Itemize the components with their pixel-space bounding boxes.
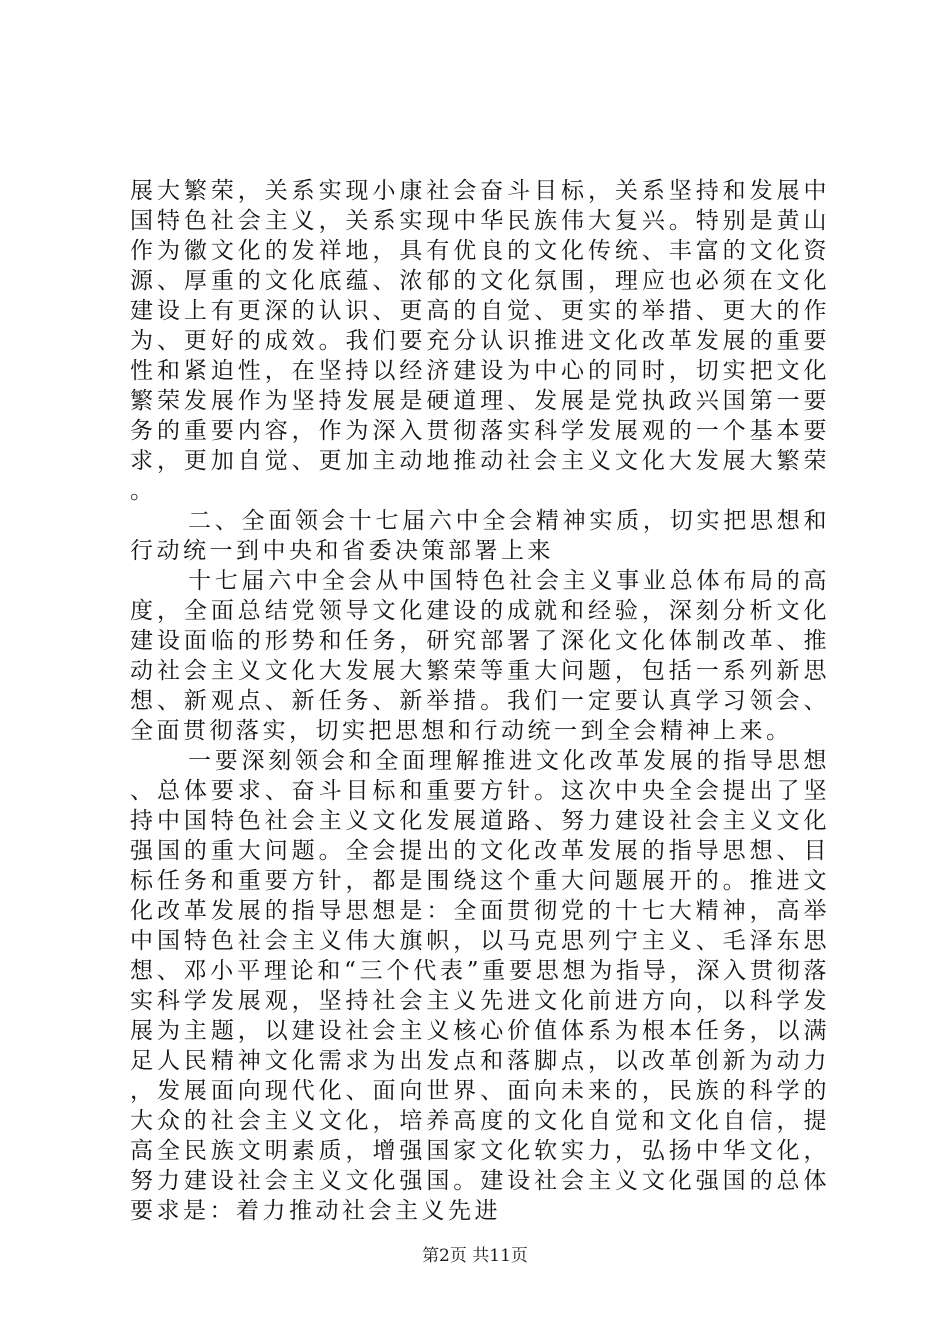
page-number-footer: 第2页 共11页 <box>422 1246 528 1266</box>
paragraph-3: 十七届六中全会从中国特色社会主义事业总体布局的高度，全面总结党领导文化建设的成就和经验，深刻分析文化建设面临的形势和任务，研究部署了深化文化体制改革、推动社会主义文化大发展大繁荣等重大问题，包括一系列新思想、新观点、新任务、新举措。我们一定要认真学习领会、全面贯彻落实，切实把思想和行动统一到全会精神上来。 <box>130 568 830 744</box>
body-text <box>130 176 830 1226</box>
paragraph-1: 展大繁荣，关系实现小康社会奋斗目标，关系坚持和发展中国特色社会主义，关系实现中华民族伟大复兴。特别是黄山作为徽文化的发祥地，具有优良的文化传统、丰富的文化资源、厚重的文化底蕴、浓郁的文化氛围，理应也必须在文化建设上有更深的认识、更高的自觉、更实的举措、更大的作为、更好的成效。我们要充分认识推进文化改革发展的重要性和紧迫性，在坚持以经济建设为中心的同时，切实把文化繁荣发展作为坚持发展是硬道理、发展是党执政兴国第一要务的重要内容，作为深入贯彻落实科学发展观的一个基本要求，更加自觉、更加主动地推动社会主义文化大发展大繁荣。 <box>130 178 830 504</box>
section-heading-2: 二、全面领会十七届六中全会精神实质，切实把思想和行动统一到中央和省委决策部署上来 <box>130 508 830 564</box>
paragraph-4: 一要深刻领会和全面理解推进文化改革发展的指导思想、总体要求、奋斗目标和重要方针。这次中央全会提出了坚持中国特色社会主义文化发展道路、努力建设社会主义文化强国的重大问题。全会提出的文化改革发展的指导思想、目标任务和重要方针，都是围绕这个重大问题展开的。推进文化改革发展的指导思想是：全面贯彻党的十七大精神，高举中国特色社会主义伟大旗帜，以马克思列宁主义、毛泽东思想、邓小平理论和“三个代表”重要思想为指导，深入贯彻落实科学发展观，坚持社会主义先进文化前进方向，以科学发展为主题，以建设社会主义核心价值体系为根本任务，以满足人民精神文化需求为出发点和落脚点，以改革创新为动力，发展面向现代化、面向世界、面向未来的，民族的科学的大众的社会主义文化，培养高度的文化自觉和文化自信，提高全民族文明素质，增强国家文化软实力，弘扬中华文化，努力建设社会主义文化强国。建设社会主义文化强国的总体要求是：着力推动社会主义先进 <box>130 748 830 1224</box>
